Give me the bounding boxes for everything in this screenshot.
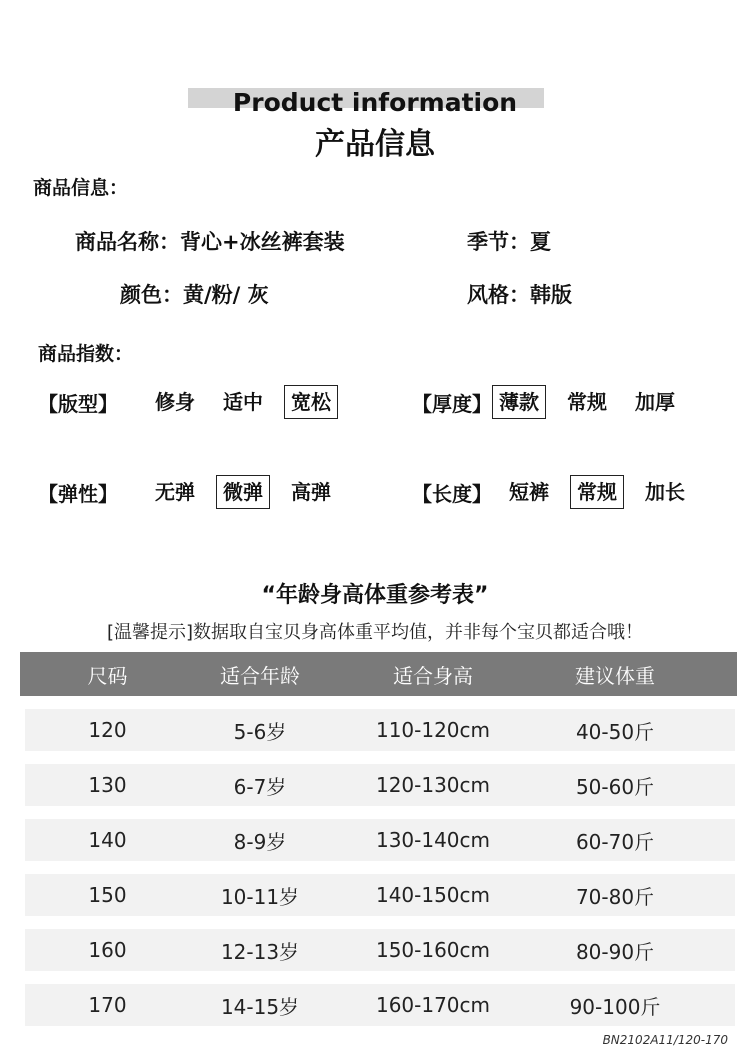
cell-size: 130 <box>88 773 127 797</box>
attr-length-option: 加长 <box>645 480 685 504</box>
attr-elasticity <box>38 475 352 509</box>
cell-height: 110-120cm <box>375 718 491 742</box>
product-style: 风格：韩版 <box>467 283 572 307</box>
cell-weight: 60-70斤 <box>575 829 655 854</box>
cell-age: 6-7岁 <box>233 774 287 799</box>
size-table-note: [温馨提示]数据取自宝贝身高体重平均值，并非每个宝贝都适合哦！ <box>106 622 644 643</box>
attr-thickness-option: 薄款 <box>492 385 546 419</box>
cell-weight: 80-90斤 <box>575 939 655 964</box>
product-season: 季节：夏 <box>467 230 551 254</box>
header-cell-weight: 建议体重 <box>575 663 655 688</box>
attr-fit <box>38 385 352 419</box>
attr-length-label: 【长度】 <box>412 481 492 506</box>
cell-weight: 70-80斤 <box>575 884 655 909</box>
table-row <box>25 819 735 861</box>
attr-length-option: 短裤 <box>509 480 549 504</box>
cell-age: 10-11岁 <box>220 884 300 909</box>
product-info-heading: 商品信息： <box>33 177 129 199</box>
product-code: BN2102A11/120-170 <box>602 1033 728 1047</box>
cell-age: 14-15岁 <box>220 994 300 1019</box>
attr-fit-label: 【版型】 <box>38 391 118 416</box>
product-index-heading: 商品指数： <box>38 343 134 365</box>
cell-height: 130-140cm <box>375 828 491 852</box>
attr-elasticity-label: 【弹性】 <box>38 481 118 506</box>
attr-elasticity-option: 高弹 <box>291 480 331 504</box>
attr-length-option: 常规 <box>570 475 624 509</box>
attr-thickness-option: 常规 <box>567 390 607 414</box>
product-name: 商品名称：背心+冰丝裤套装 <box>75 230 345 254</box>
header-cell-height: 适合身高 <box>393 663 473 688</box>
cell-weight: 40-50斤 <box>575 719 655 744</box>
cell-height: 160-170cm <box>375 993 491 1017</box>
cell-height: 120-130cm <box>375 773 491 797</box>
table-row <box>25 929 735 971</box>
attr-length <box>412 475 706 509</box>
attr-elasticity-option: 微弹 <box>216 475 270 509</box>
size-table-title: “年龄身高体重参考表” <box>261 583 489 608</box>
cell-size: 170 <box>88 993 127 1017</box>
attr-fit-option: 适中 <box>223 390 263 414</box>
cell-weight: 50-60斤 <box>575 774 655 799</box>
cell-size: 160 <box>88 938 127 962</box>
cell-age: 12-13岁 <box>220 939 300 964</box>
cell-age: 8-9岁 <box>233 829 287 854</box>
attr-fit-option: 宽松 <box>284 385 338 419</box>
cell-weight: 90-100斤 <box>569 994 661 1019</box>
cell-size: 140 <box>88 828 127 852</box>
table-row <box>25 984 735 1026</box>
cell-age: 5-6岁 <box>233 719 287 744</box>
attr-fit-option: 修身 <box>155 390 195 414</box>
attr-thickness-label: 【厚度】 <box>412 391 492 416</box>
header-cell-size: 尺码 <box>87 663 128 688</box>
cell-size: 150 <box>88 883 127 907</box>
page-title-zh: 产品信息 <box>315 127 435 162</box>
header-cell-age: 适合年龄 <box>220 663 300 688</box>
cell-size: 120 <box>88 718 127 742</box>
attr-thickness <box>412 385 696 419</box>
product-color: 颜色：黄/粉/ 灰 <box>120 283 269 307</box>
table-row <box>25 874 735 916</box>
cell-height: 150-160cm <box>375 938 491 962</box>
attr-thickness-option: 加厚 <box>635 390 675 414</box>
page-title-en: Product information <box>232 88 518 117</box>
table-row <box>25 709 735 751</box>
attr-elasticity-option: 无弹 <box>155 480 195 504</box>
table-row <box>25 764 735 806</box>
size-table-header <box>20 652 737 696</box>
cell-height: 140-150cm <box>375 883 491 907</box>
